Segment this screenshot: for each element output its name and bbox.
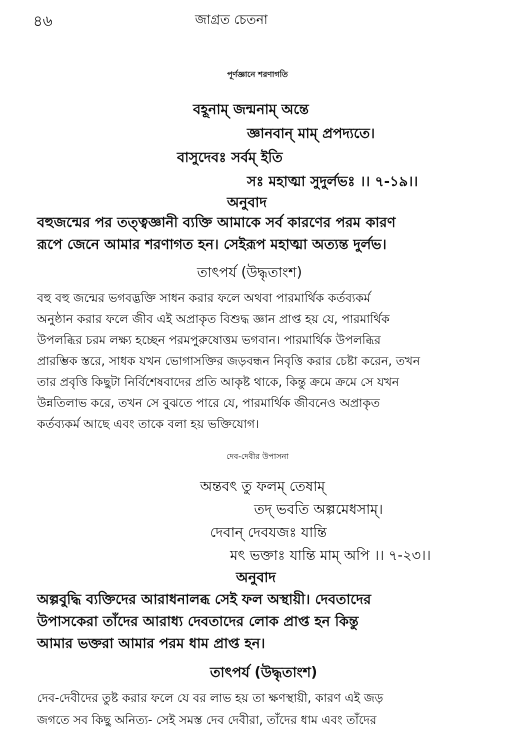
purport-line: উপলব্ধির চরম লক্ষ্য হচ্ছেন পরমপুরুষোত্তম ভগবান। পারমার্থিক উপলব্ধির <box>37 333 381 347</box>
purport-line: বহু বহু জন্মের ভগবদ্ভক্তি সাধন করার ফলে অথবা পারমার্থিক কর্তব্যকর্ম <box>37 291 371 305</box>
verse-line: বাসুদেবঃ সর্বম্ ইতি <box>177 150 283 166</box>
running-title: জাগ্রত চেতনা <box>195 13 268 28</box>
section-title-2: দেব-দেবীর উপাসনা <box>226 452 289 461</box>
translation-line: উপাসকেরা তাঁদের আরাধ্য দেবতাদের লোক প্রাপ্ত হন কিন্তু <box>37 614 359 630</box>
purport-heading: তাৎপর্য (উদ্ধৃতাংশ) <box>197 265 303 281</box>
purport-line: অনুষ্ঠান করার ফলে জীব এই অপ্রাকৃত বিশুদ্ধ জ্ঞান প্রাপ্ত হয় যে, পারমার্থিক <box>37 312 390 326</box>
page-number: ৪৬ <box>33 12 53 30</box>
translation-line: রূপে জেনে আমার শরণাগত হন। সেইরূপ মহাত্মা অত্যন্ত দুর্লভ। <box>37 237 387 253</box>
purport-line: তার প্রবৃত্তি কিছুটা নির্বিশেষবাদের প্রতি আকৃষ্ট থাকে, কিন্তু ক্রমে ক্রমে সে যখন <box>37 375 400 389</box>
purport-line: উন্নতিলাভ করে, তখন সে বুঝতে পারে যে, পারমার্থিক জীবনেও অপ্রাকৃত <box>37 396 380 410</box>
verse-line: অন্তবৎ তু ফলম্ তেষাম্ <box>200 479 326 495</box>
verse-line: মৎ ভক্তাঃ যান্তি মাম্ অপি ।। ৭-২৩।। <box>230 548 431 564</box>
purport-line: কর্তব্যকর্ম আছে এবং তাকে বলা হয় ভক্তিযোগ। <box>37 417 260 431</box>
translation-line: বহুজন্মের পর তত্ত্বজ্ঞানী ব্যক্তি আমাকে সর্ব কারণের পরম কারণ <box>37 215 396 231</box>
purport-line: জগতে সব কিছু অনিত্য- সেই সমস্ত দেব দেবীরা, তাঁদের ধাম এবং তাঁদের <box>37 713 377 727</box>
verse-line: বহূনাম্ জন্মনাম্ অন্তে <box>193 102 309 118</box>
purport-heading: তাৎপর্য (উদ্ধৃতাংশ) <box>210 665 318 681</box>
translation-heading: অনুবাদ <box>227 195 267 211</box>
translation-heading: অনুবাদ <box>236 570 276 586</box>
section-title-1: পূর্ণজ্ঞানে শরণাগতি <box>227 70 288 79</box>
purport-line: প্রারম্ভিক স্তরে, সাধক যখন ভোগাসক্তির জড়বন্ধন নিবৃত্তি করার চেষ্টা করেন, তখন <box>37 354 420 368</box>
verse-line: তদ্ ভবতি অল্পমেধসাম্। <box>254 502 383 518</box>
translation-line: অল্পবুদ্ধি ব্যক্তিদের আরাধনালব্ধ সেই ফল অস্থায়ী। দেবতাদের <box>37 592 372 608</box>
verse-line: জ্ঞানবান্ মাম্ প্রপদ্যতে। <box>247 126 375 142</box>
purport-line: দেব-দেবীদের তুষ্ট করার ফলে যে বর লাভ হয় তা ক্ষণস্থায়ী, কারণ এই জড় <box>37 691 384 705</box>
verse-line: দেবান্ দেবযজঃ যান্তি <box>210 525 327 541</box>
verse-line: সঃ মহাত্মা সুদুর্লভঃ ।। ৭-১৯।। <box>247 174 418 190</box>
translation-line: আমার ভক্তরা আমার পরম ধাম প্রাপ্ত হন। <box>37 636 266 652</box>
